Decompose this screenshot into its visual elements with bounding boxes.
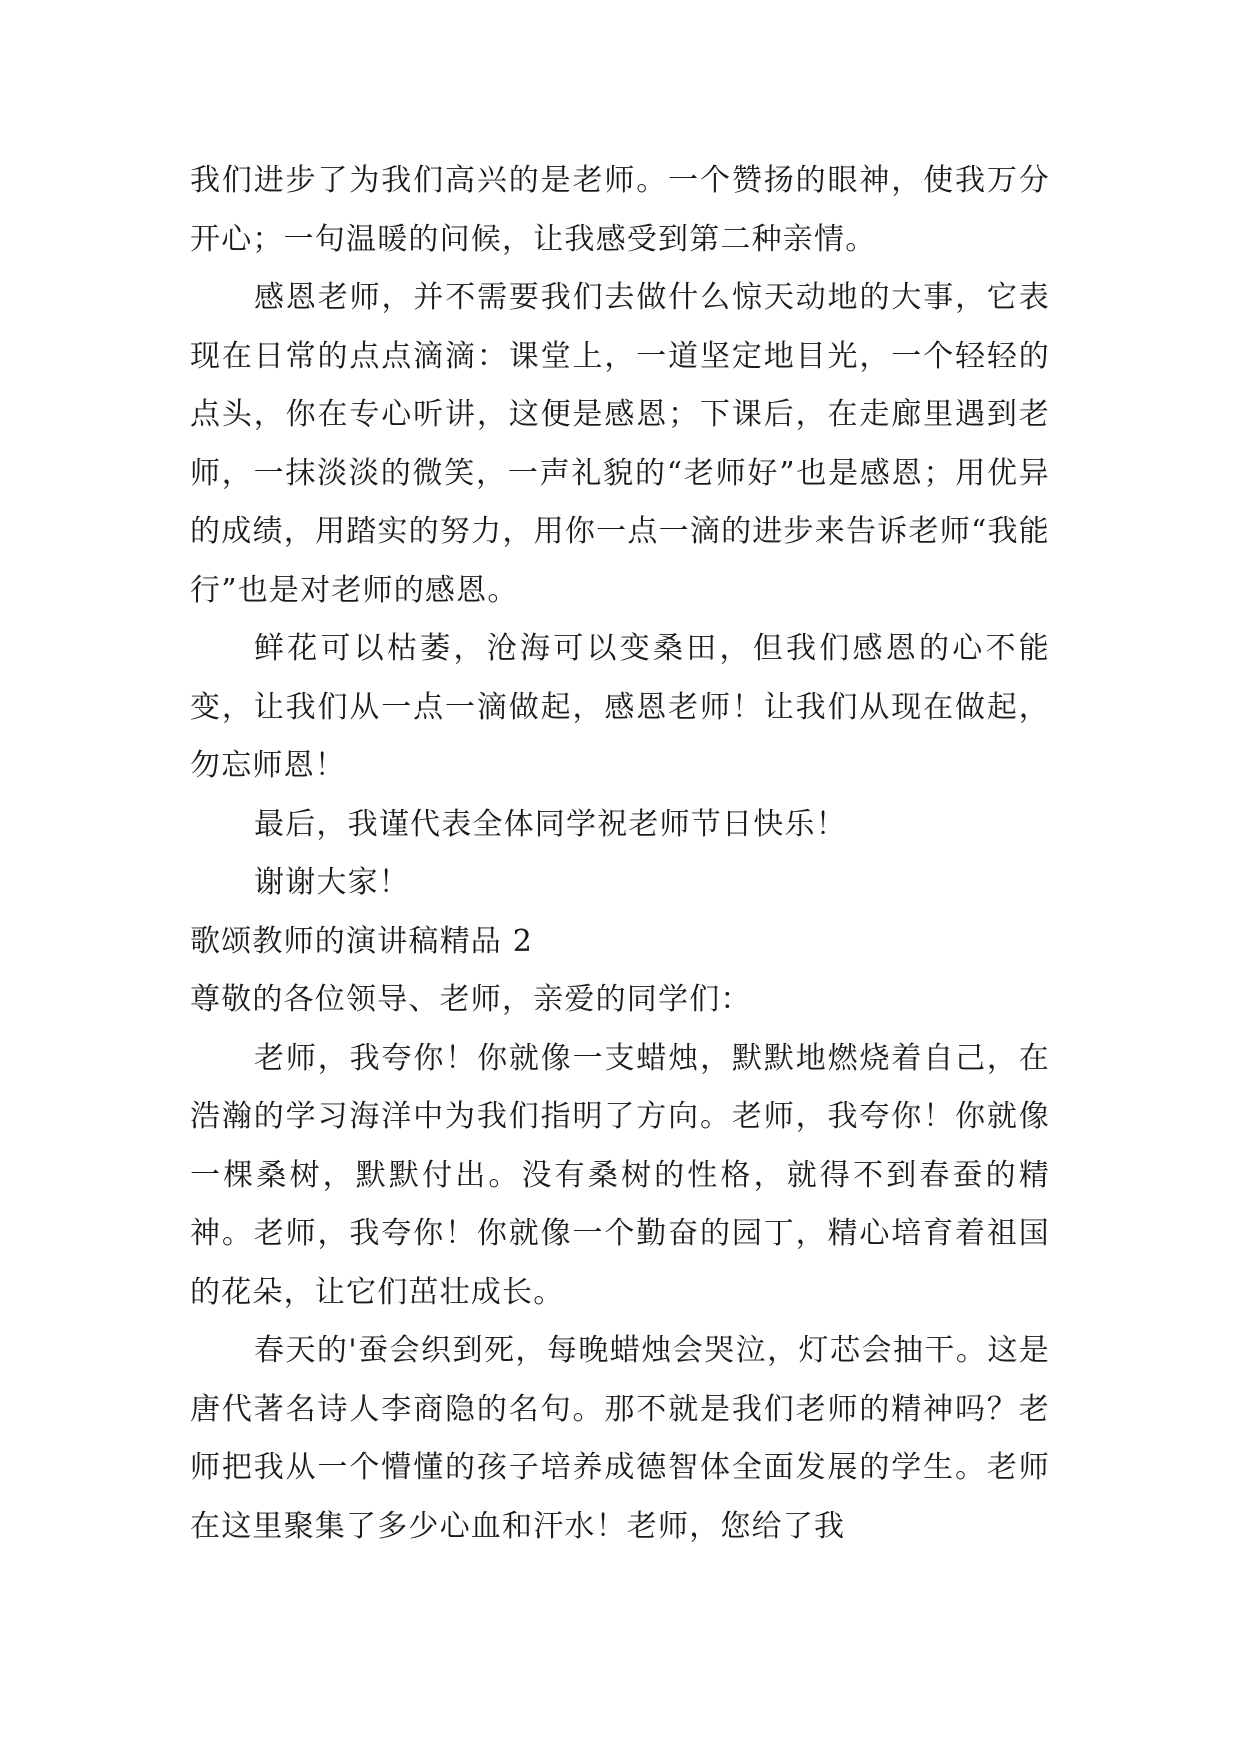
salutation: 尊敬的各位领导、老师，亲爱的同学们： — [190, 982, 752, 1017]
document-body — [190, 152, 1050, 1556]
paragraph: 鲜花可以枯萎，沧海可以变桑田，但我们感恩的心不能变，让我们从一点一滴做起，感恩老师！让我们从现在做起，勿忘师恩！ — [190, 631, 1050, 783]
section-heading: 歌颂教师的演讲稿精品 2 — [190, 923, 534, 959]
paragraph: 感恩老师，并不需要我们去做什么惊天动地的大事，它表现在日常的点点滴滴：课堂上，一道坚定地目光，一个轻轻的点头，你在专心听讲，这便是感恩；下课后，在走廊里遇到老师，一抹淡淡的微笑，一声礼貌的“老师好”也是感恩；用优异的成绩，用踏实的努力，用你一点一滴的进步来告诉老师“我能行”也是对老师的感恩。 — [190, 280, 1050, 608]
paragraph: 春天的'蚕会织到死，每晚蜡烛会哭泣，灯芯会抽干。这是唐代著名诗人李商隐的名句。那不就是我们老师的精神吗？老师把我从一个懵懂的孩子培养成德智体全面发展的学生。老师在这里聚集了多少心血和汗水！老师，您给了我 — [190, 1333, 1050, 1544]
paragraph: 最后，我谨代表全体同学祝老师节日快乐！ — [254, 806, 847, 842]
paragraph: 谢谢大家！ — [254, 865, 410, 900]
paragraph: 我们进步了为我们高兴的是老师。一个赞扬的眼神，使我万分开心；一句温暖的问候，让我感受到第二种亲情。 — [190, 163, 1050, 257]
paragraph: 老师，我夸你！你就像一支蜡烛，默默地燃烧着自己，在浩瀚的学习海洋中为我们指明了方向。老师，我夸你！你就像一棵桑树，默默付出。没有桑树的性格，就得不到春蚕的精神。老师，我夸你！你就像一个勤奋的园丁，精心培育着祖国的花朵，让它们茁壮成长。 — [190, 1040, 1050, 1310]
